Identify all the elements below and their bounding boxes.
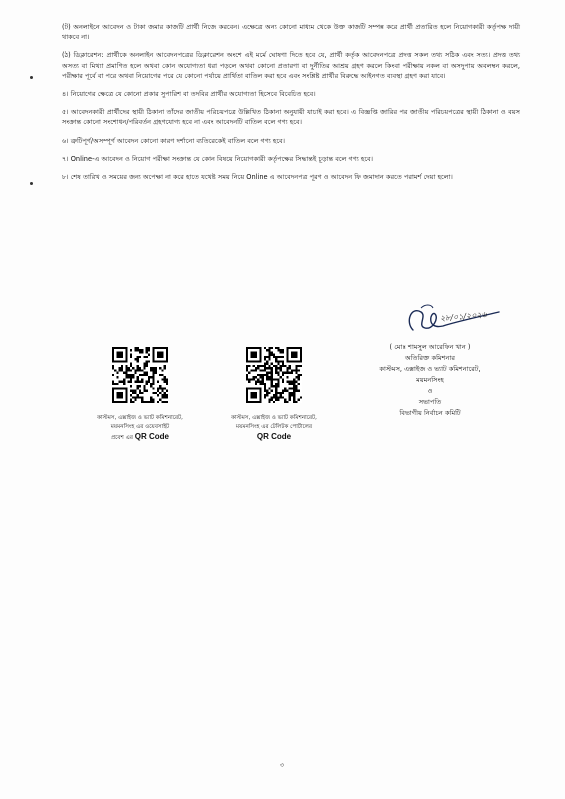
website-qr-code-icon (112, 347, 168, 403)
teletalk-qr-caption: কাস্টমস, এক্সাইজ ও ভ্যাট কমিশনারেট, ময়মনসিংহ এর টেলিটক পোর্টালের QR Code (231, 415, 317, 441)
website-qr-caption: কাস্টমস, এক্সাইজ ও ভ্যাট কমিশনারেট, ময়মনসিংহ এর ওয়েবসাইট প্রবেশ এর QR Code (97, 415, 183, 441)
officer-block (350, 342, 510, 419)
margin-dot (30, 182, 33, 185)
paragraph-online-application: (ট) অনলাইনে আবেদন ও টাকা জমার কাজটি প্রার্থী নিজে করবেন। এক্ষেত্রে অন্য কোনো মাধ্যম থেকে উক্ত কাজটি সম্পন্ন করে প্রার্থী প্রতারিত হলে নিয়োগকারী কর্তৃপক্ষ দায়ী থাকবে না। (62, 23, 520, 42)
officer-conjunction: ও (427, 387, 433, 395)
paragraph-deadline-advice: ৮। শেষ তারিখ ও সময়ের জন্য অপেক্ষা না করে হাতে যথেষ্ট সময় নিয়ে Online এ আবেদনপত্র পূরণ ও আবেদন ফি জমাদান করতে পরামর্শ দেয়া হলো। (62, 173, 453, 182)
paragraph-permanent-address: ৫। আবেদনকারী প্রার্থীদের স্থায়ী ঠিকানা তাঁদের জাতীয় পরিচয়পত্রে উল্লিখিত ঠিকানা অনুযায়ী যাচাই করা হবে। এ বিজ্ঞপ্তি জারির পর জাতীয় পরিচয়পত্রের স্থায়ী ঠিকানা ও বয়স সংক্রান্ত কোনো সংশোধন/পরিবর্তন গ্রহণযোগ্য হবে না এবং আবেদনটি বাতিল বলে গণ্য হবে। (62, 108, 520, 127)
page-number: ৩ (280, 762, 284, 769)
paragraph-recommendation: ৪। নিয়োগের ক্ষেত্রে যে কোনো প্রকার সুপারিশ বা তদবির প্রার্থীর অযোগ্যতা হিসেবে বিবেচিত হবে। (62, 90, 316, 99)
teletalk-qr-code-icon (246, 347, 302, 403)
officer-designation: অতিরিক্ত কমিশনার (404, 354, 456, 362)
paragraph-incomplete-application: ৬। ত্রুটিপূর্ণ/অসম্পূর্ণ আবেদন কোনো কারণ দর্শানো ব্যতিরেকেই বাতিল বলে গণ্য হবে। (62, 136, 286, 145)
margin-dot (30, 76, 33, 79)
officer-role: সভাপতি (418, 398, 442, 406)
body-text (62, 22, 520, 190)
officer-committee: বিভাগীয় নির্বাচন কমিটি (399, 409, 461, 417)
paragraph-authority-decision: ৭। Online-এ আবেদন ও নিয়োগ পরীক্ষা সংক্রান্ত যে কোন বিষয়ে নিয়োগকারী কর্তৃপক্ষের সিদ্ধান্তই চূড়ান্ত বলে গণ্য হবে। (62, 154, 374, 163)
paragraph-declaration: (ঠ) ডিক্লারেশন: প্রার্থীকে অনলাইন আবেদনপত্রের ডিক্লারেশন অংশে এই মর্মে ঘোষণা দিতে হবে যে, প্রার্থী কর্তৃক আবেদনপত্রে প্রদত্ত সকল তথ্য সঠিক এবং সত্য। প্রদত্ত তথ্য অসত্য বা মিথ্যা প্রমাণিত হলে অথবা কোন অযোগ্যতা ধরা পড়লে অথবা কোনো প্রতারণা বা দুর্নীতির আশ্রয় গ্রহণ করলে কিংবা পরীক্ষায় নকল বা অসদুপায় অবলম্বন করলে, পরীক্ষার পূর্বে বা পরে অথবা নিয়োগের পরে যে কোনো পর্যায়ে প্রার্থিতা বাতিল করা হবে এবং সংশ্লিষ্ট প্রার্থীর বিরুদ্ধে আইনগত ব্যবস্থা গ্রহণ করা যাবে। (62, 51, 520, 80)
officer-city: ময়মনসিংহ (416, 376, 444, 384)
officer-office: কাস্টমস, এক্সাইজ ও ভ্যাট কমিশনারেট, (379, 365, 481, 373)
signature-date: ২৮/০১/২০২৬ (439, 309, 488, 324)
officer-name: ( মোঃ শামসুল আরেফিন খান ) (389, 343, 471, 351)
